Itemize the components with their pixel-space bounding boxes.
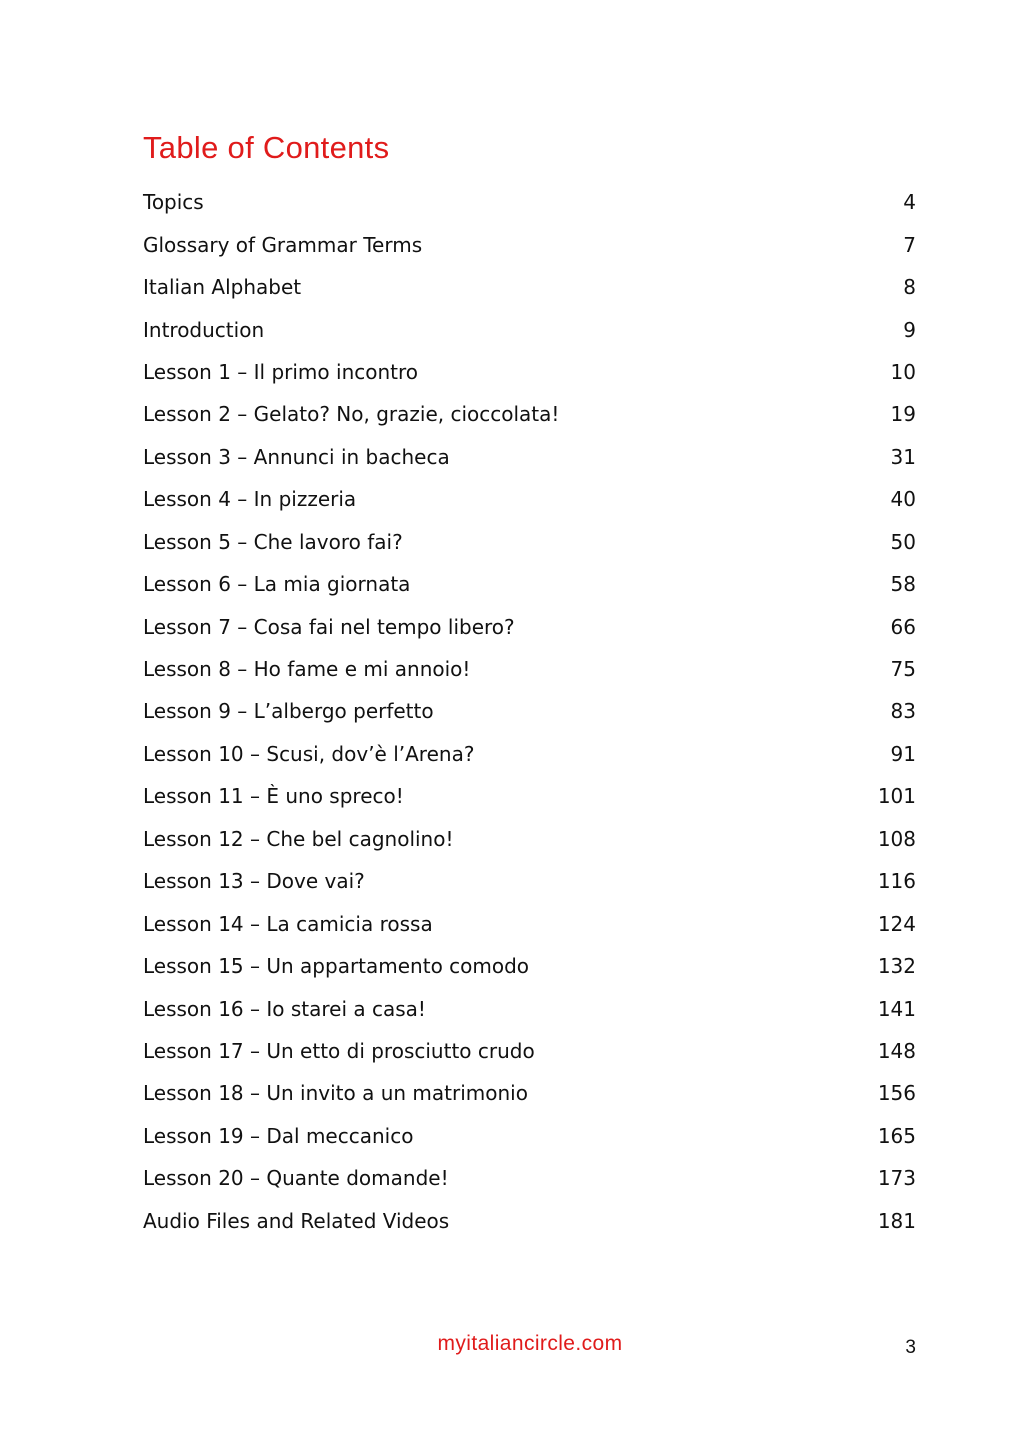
toc-entry-label: Lesson 11 – È uno spreco! [143, 784, 404, 809]
toc-entry-page: 75 [890, 657, 916, 682]
toc-entry-label: Glossary of Grammar Terms [143, 232, 423, 257]
toc-entry-page: 108 [877, 826, 916, 851]
toc-entry-page: 101 [877, 784, 916, 809]
toc-entry-label: Introduction [143, 317, 265, 342]
toc-entry-label: Lesson 7 – Cosa fai nel tempo libero? [143, 614, 515, 639]
toc-entry[interactable] [143, 1157, 916, 1199]
toc-entry-label: Lesson 10 – Scusi, dov’è l’Arena? [143, 741, 475, 766]
toc-entry-page: 165 [877, 1123, 916, 1148]
toc-entry[interactable] [143, 393, 916, 435]
toc-entry-page: 4 [903, 190, 916, 215]
toc-entry-page: 50 [890, 529, 916, 554]
footer-website-link[interactable]: myitaliancircle.com [437, 1332, 623, 1355]
toc-entry-label: Lesson 12 – Che bel cagnolino! [143, 826, 454, 851]
toc-entry-page: 9 [903, 317, 916, 342]
toc-entry[interactable] [143, 478, 916, 520]
toc-entry-page: 31 [890, 444, 916, 469]
toc-entry[interactable] [143, 1200, 916, 1242]
toc-entry-page: 116 [877, 869, 916, 894]
toc-entry[interactable] [143, 775, 916, 817]
toc-entry-label: Lesson 14 – La camicia rossa [143, 911, 433, 936]
toc-entry[interactable] [143, 351, 916, 393]
toc-entry[interactable] [143, 1072, 916, 1114]
toc-entry-label: Lesson 13 – Dove vai? [143, 869, 365, 894]
toc-entry[interactable] [143, 563, 916, 605]
toc-entry[interactable] [143, 605, 916, 647]
toc-entry-page: 141 [877, 996, 916, 1021]
toc-entry-page: 8 [903, 275, 916, 300]
toc-entry[interactable] [143, 818, 916, 860]
toc-entry[interactable] [143, 945, 916, 987]
toc-entry[interactable] [143, 902, 916, 944]
toc-entry-label: Lesson 17 – Un etto di prosciutto crudo [143, 1038, 535, 1063]
toc-entry-page: 124 [877, 911, 916, 936]
toc-entry-page: 83 [890, 699, 916, 724]
toc-entry-page: 148 [877, 1038, 916, 1063]
toc-entry[interactable] [143, 181, 916, 223]
toc-entry[interactable] [143, 521, 916, 563]
toc-entry-page: 19 [890, 402, 916, 427]
toc-entry[interactable] [143, 308, 916, 350]
toc-entry-label: Lesson 5 – Che lavoro fai? [143, 529, 403, 554]
toc-list [143, 181, 916, 1242]
toc-entry-page: 40 [890, 487, 916, 512]
toc-entry-label: Topics [143, 190, 204, 215]
toc-entry-page: 173 [877, 1166, 916, 1191]
toc-entry-page: 181 [877, 1208, 916, 1233]
toc-entry-label: Lesson 18 – Un invito a un matrimonio [143, 1081, 528, 1106]
toc-entry-page: 7 [903, 232, 916, 257]
toc-entry[interactable] [143, 1030, 916, 1072]
toc-entry-label: Lesson 1 – Il primo incontro [143, 359, 419, 384]
toc-entry-page: 66 [890, 614, 916, 639]
toc-entry[interactable] [143, 223, 916, 265]
toc-entry[interactable] [143, 690, 916, 732]
toc-entry[interactable] [143, 1115, 916, 1157]
toc-entry-label: Lesson 8 – Ho fame e mi annoio! [143, 657, 471, 682]
page-title: Table of Contents [143, 130, 390, 165]
toc-entry-page: 58 [890, 572, 916, 597]
toc-entry[interactable] [143, 733, 916, 775]
toc-entry-label: Lesson 9 – L’albergo perfetto [143, 699, 434, 724]
toc-entry[interactable] [143, 436, 916, 478]
toc-entry-page: 91 [890, 741, 916, 766]
toc-entry[interactable] [143, 860, 916, 902]
toc-entry-page: 132 [877, 954, 916, 979]
toc-entry-label: Lesson 6 – La mia giornata [143, 572, 411, 597]
footer-page-number: 3 [905, 1337, 916, 1358]
toc-entry-page: 10 [890, 359, 916, 384]
toc-entry[interactable] [143, 987, 916, 1029]
toc-entry-label: Lesson 3 – Annunci in bacheca [143, 444, 450, 469]
toc-entry-label: Lesson 20 – Quante domande! [143, 1166, 449, 1191]
toc-entry-label: Lesson 15 – Un appartamento comodo [143, 954, 530, 979]
toc-entry[interactable] [143, 648, 916, 690]
toc-entry-label: Lesson 2 – Gelato? No, grazie, cioccolata! [143, 402, 560, 427]
toc-entry-label: Lesson 16 – Io starei a casa! [143, 996, 426, 1021]
toc-entry-label: Lesson 4 – In pizzeria [143, 487, 357, 512]
toc-entry-label: Italian Alphabet [143, 275, 302, 300]
toc-entry-label: Audio Files and Related Videos [143, 1208, 450, 1233]
toc-entry-page: 156 [877, 1081, 916, 1106]
toc-entry[interactable] [143, 266, 916, 308]
toc-entry-label: Lesson 19 – Dal meccanico [143, 1123, 414, 1148]
